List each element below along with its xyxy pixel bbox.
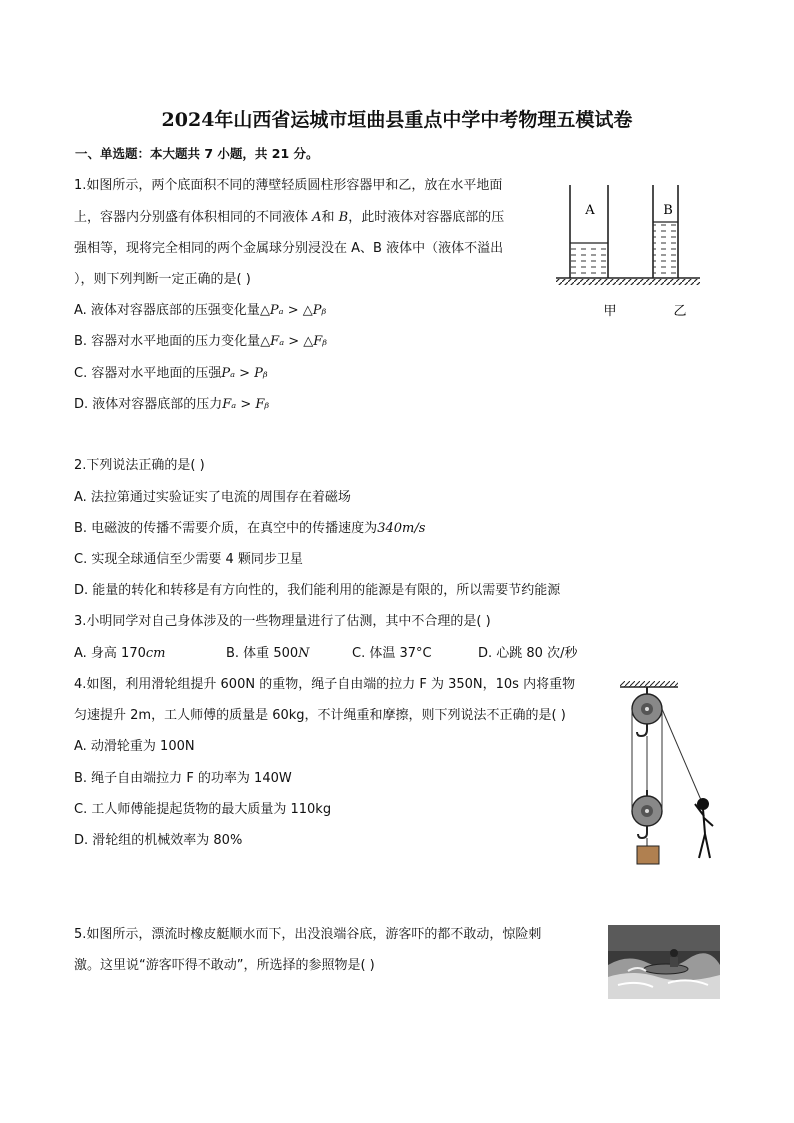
q4-option-d[interactable]: D. 滑轮组的机械效率为 80% <box>74 833 243 848</box>
load-box <box>637 846 659 864</box>
q1-option-b[interactable]: B. 容器对水平地面的压力变化量△Fₐ > △Fᵦ <box>74 334 327 349</box>
page-title: 2024年山西省运城市垣曲县重点中学中考物理五模试卷 <box>161 109 633 131</box>
q1-stem-line2: 上，容器内分别盛有体积相同的不同液体 A和 B，此时液体对容器底部的压 <box>74 210 505 225</box>
label-yi: 乙 <box>673 304 687 319</box>
worker-figure <box>695 799 713 858</box>
label-jia: 甲 <box>603 304 617 319</box>
q1-stem-line3: 强相等，现将完全相同的两个金属球分别浸没在 A、B 液体中（液体不溢出 <box>74 241 504 256</box>
q3-option-c[interactable]: C. 体温 37°C <box>352 646 432 661</box>
q2-stem: 2.下列说法正确的是( ) <box>74 458 205 473</box>
q1-option-a[interactable]: A. 液体对容器底部的压强变化量△Pₐ > △Pᵦ <box>74 303 327 318</box>
liquid-b-label: B <box>663 203 673 218</box>
q1-option-c[interactable]: C. 容器对水平地面的压强Pₐ > Pᵦ <box>74 366 268 381</box>
ground-hatch <box>556 279 700 285</box>
ceiling-hatch <box>620 681 678 687</box>
q3-option-a[interactable]: A. 身高 170cm <box>74 646 166 661</box>
q2-option-b[interactable]: B. 电磁波的传播不需要介质，在真空中的传播速度为340m/s <box>74 521 426 536</box>
fixed-hook <box>637 724 647 736</box>
q3-stem: 3.小明同学对自己身体涉及的一些物理量进行了估测，其中不合理的是( ) <box>74 614 491 629</box>
free-rope <box>662 709 701 800</box>
q3-option-d[interactable]: D. 心跳 80 次/秒 <box>478 646 578 661</box>
q1-container-figure <box>550 180 730 325</box>
q5-stem-line2: 激。这里说“游客吓得不敢动”，所选择的参照物是( ) <box>74 958 375 973</box>
q1-option-d[interactable]: D. 液体对容器底部的压力Fₐ > Fᵦ <box>74 397 270 412</box>
q1-stem-line1: 1.如图所示，两个底面积不同的薄壁轻质圆柱形容器甲和乙，放在水平地面 <box>74 178 503 193</box>
container-yi <box>653 185 678 278</box>
q4-pulley-figure <box>615 676 725 866</box>
q1-stem-line4: ），则下列判断一定正确的是( ) <box>74 272 251 287</box>
q4-stem-line1: 4.如图，利用滑轮组提升 600N 的重物，绳子自由端的拉力 F 为 350N，10s 内将重物 <box>74 677 576 692</box>
q5-stem-line1: 5.如图所示，漂流时橡皮艇顺水而下，出没浪端谷底，游客吓的都不敢动，惊险刺 <box>74 927 542 942</box>
movable-pulley <box>632 790 662 826</box>
fixed-pulley <box>632 687 662 724</box>
q4-option-c[interactable]: C. 工人师傅能提起货物的最大质量为 110kg <box>74 802 332 817</box>
rafting-photo <box>608 925 720 999</box>
q2-option-c[interactable]: C. 实现全球通信至少需要 4 颗同步卫星 <box>74 552 303 567</box>
q4-stem-line2: 匀速提升 2m，工人师傅的质量是 60kg，不计绳重和摩擦，则下列说法不正确的是( ) <box>74 708 566 723</box>
container-jia <box>570 185 608 278</box>
q2-option-a[interactable]: A. 法拉第通过实验证实了电流的周围存在着磁场 <box>74 490 351 505</box>
q3-option-b[interactable]: B. 体重 500N <box>226 646 310 661</box>
q2-option-d[interactable]: D. 能量的转化和转移是有方向性的，我们能利用的能源是有限的，所以需要节约能源 <box>74 583 561 598</box>
section-heading: 一、单选题：本大题共 7 小题，共 21 分。 <box>75 146 319 161</box>
q4-option-a[interactable]: A. 动滑轮重为 100N <box>74 739 195 754</box>
q4-option-b[interactable]: B. 绳子自由端拉力 F 的功率为 140W <box>74 771 292 786</box>
liquid-a-label: A <box>585 203 595 218</box>
